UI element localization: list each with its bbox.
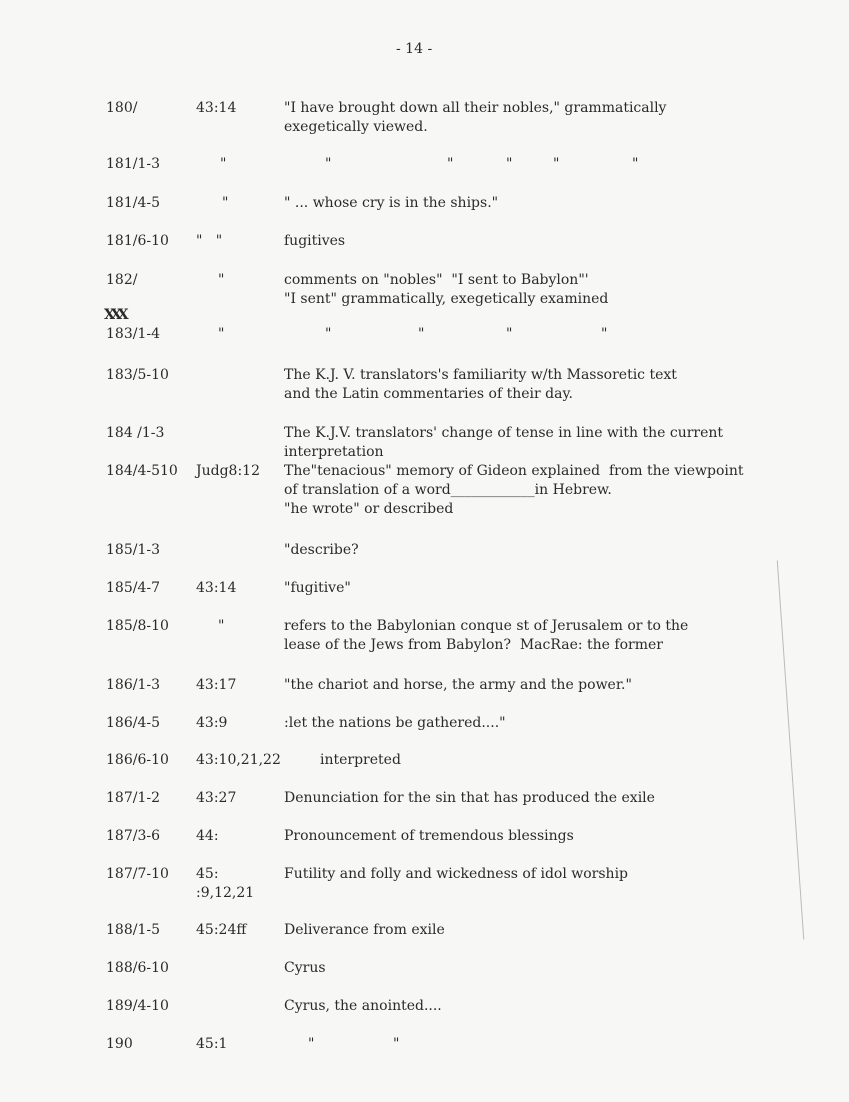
ditto-mark: " — [308, 1036, 315, 1052]
ditto-mark: " — [325, 326, 332, 342]
entry-description-line: "the chariot and horse, the army and the power." — [284, 677, 632, 693]
entry-description-line: Futility and folly and wickedness of idol worship — [284, 866, 629, 882]
entry-page-ref: 185/8-10 — [106, 618, 169, 634]
entry-verse-ref: " — [218, 272, 225, 288]
entry-description-line: lease of the Jews from Babylon? MacRae: the former — [284, 637, 663, 653]
entry-verse-ref: 43:27 — [196, 790, 237, 806]
paper-crease — [777, 560, 805, 939]
ditto-mark: " — [553, 156, 560, 172]
entry-page-ref: 188/1-5 — [106, 922, 160, 938]
entry-page-ref: 180/ — [106, 100, 138, 116]
entry-verse-ref: 45: — [196, 866, 219, 882]
ditto-mark: " — [506, 156, 513, 172]
entry-description-line: The K.J.V. translators' change of tense in line with the current — [284, 425, 724, 441]
entry-verse-ref: " — [218, 326, 225, 342]
entry-verse-ref: 44: — [196, 828, 219, 844]
ditto-mark: " — [325, 156, 332, 172]
entry-verse-ref: 45:24ff — [196, 922, 247, 938]
entry-description-line: comments on "nobles" "I sent to Babylon"' — [284, 272, 589, 288]
entry-description-line: interpreted — [320, 752, 401, 768]
entry-page-ref: 189/4-10 — [106, 998, 169, 1014]
entry-description-line: Denunciation for the sin that has produced the exile — [284, 790, 655, 806]
entry-description-line: Pronouncement of tremendous blessings — [284, 828, 574, 844]
entry-page-ref: 184 /1-3 — [106, 425, 165, 441]
entry-verse-ref: 43:10,21,22 — [196, 752, 281, 768]
entry-page-ref: 182/ — [106, 272, 138, 288]
entry-page-ref: 181/4-5 — [106, 195, 160, 211]
entry-description-line: "I sent" grammatically, exegetically examined — [284, 291, 609, 307]
entry-page-ref: 187/7-10 — [106, 866, 169, 882]
entry-description-line: "fugitive" — [284, 580, 351, 596]
entry-verse-ref: " " — [196, 233, 223, 249]
page-number: - 14 - — [396, 41, 433, 57]
entry-verse-ref: 43:14 — [196, 580, 237, 596]
entry-page-ref: 185/4-7 — [106, 580, 160, 596]
entry-page-ref: 183/5-10 — [106, 367, 169, 383]
entry-page-ref: 188/6-10 — [106, 960, 169, 976]
entry-page-ref: 187/1-2 — [106, 790, 160, 806]
entry-description-line: The"tenacious" memory of Gideon explained from the viewpoint — [284, 463, 744, 479]
entry-description-line: "he wrote" or described — [284, 501, 454, 517]
entry-page-ref: 185/1-3 — [106, 542, 160, 558]
entry-verse-ref: " — [218, 618, 225, 634]
entry-verse-ref: 43:9 — [196, 715, 228, 731]
entry-description-line: fugitives — [284, 233, 346, 249]
entry-description-line: Cyrus — [284, 960, 326, 976]
ditto-mark: " — [632, 156, 639, 172]
entry-page-ref: 186/1-3 — [106, 677, 160, 693]
entry-verse-ref: 43:17 — [196, 677, 237, 693]
entry-verse-ref-continued: :9,12,21 — [196, 885, 255, 901]
entry-page-ref: 186/4-5 — [106, 715, 160, 731]
ditto-mark: " — [447, 156, 454, 172]
entry-verse-ref: Judg8:12 — [196, 463, 260, 479]
ditto-mark: " — [601, 326, 608, 342]
entry-description-line: The K.J. V. translators's familiarity w/th Massoretic text — [284, 367, 677, 383]
entry-description-line: Deliverance from exile — [284, 922, 445, 938]
entry-page-ref: 181/6-10 — [106, 233, 169, 249]
entry-description-line: "describe? — [284, 542, 359, 558]
entry-description-line: " ... whose cry is in the ships." — [284, 195, 499, 211]
entry-page-ref: 186/6-10 — [106, 752, 169, 768]
entry-verse-ref: " — [220, 156, 227, 172]
entry-description-line: of translation of a word____________in Hebrew. — [284, 482, 612, 498]
entry-description-line: interpretation — [284, 444, 384, 460]
entry-description-line: "I have brought down all their nobles," grammatically — [284, 100, 667, 116]
entry-page-ref: 183/1-4 — [106, 326, 160, 342]
entry-page-ref: 181/1-3 — [106, 156, 160, 172]
entry-page-ref: 190 — [106, 1036, 133, 1052]
entry-description-line: refers to the Babylonian conque st of Jerusalem or to the — [284, 618, 689, 634]
struck-out-text: XXX — [104, 307, 125, 323]
entry-verse-ref: 45:1 — [196, 1036, 228, 1052]
entry-verse-ref: " — [222, 195, 229, 211]
entry-page-ref: 187/3-6 — [106, 828, 160, 844]
entry-description-line: :let the nations be gathered...." — [284, 715, 506, 731]
entry-verse-ref: 43:14 — [196, 100, 237, 116]
entry-page-ref: 184/4-510 — [106, 463, 178, 479]
ditto-mark: " — [506, 326, 513, 342]
entry-description-line: Cyrus, the anointed.... — [284, 998, 442, 1014]
entry-description-line: exegetically viewed. — [284, 119, 428, 135]
entry-description-line: and the Latin commentaries of their day. — [284, 386, 573, 402]
ditto-mark: " — [393, 1036, 400, 1052]
ditto-mark: " — [418, 326, 425, 342]
